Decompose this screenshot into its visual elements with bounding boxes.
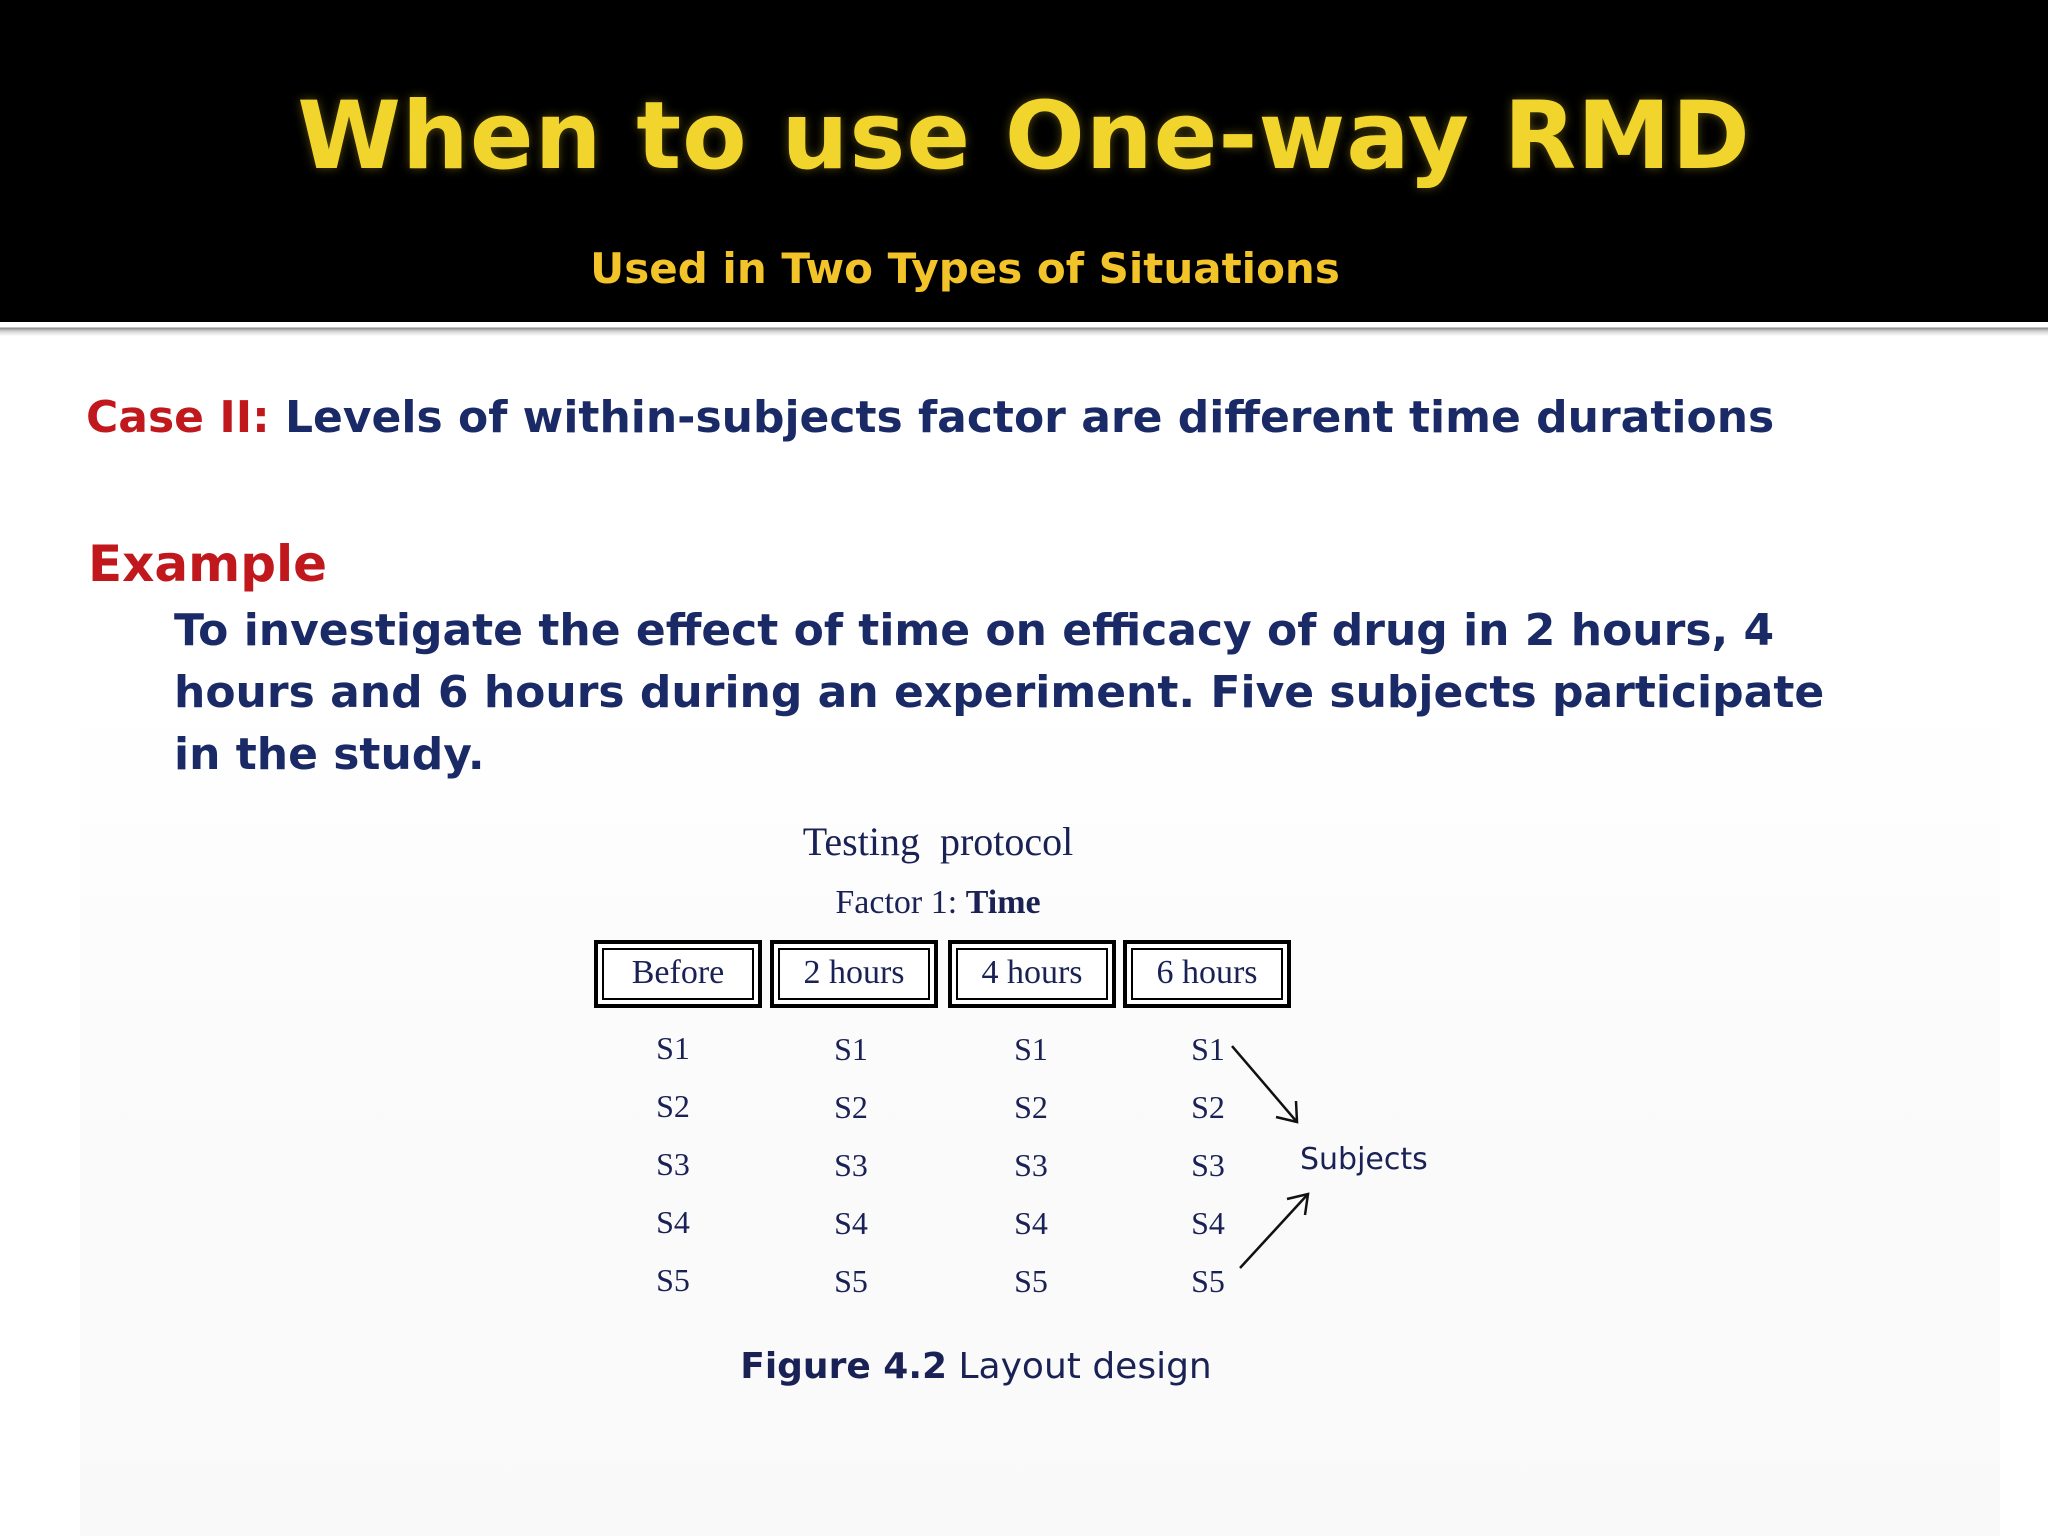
factor-prefix: Factor 1: [835,884,966,921]
case-text: Levels of within-subjects factor are different time durations [285,392,1775,443]
level-label: 2 hours [778,948,930,1000]
subjects-label: Subjects [1300,1142,1428,1177]
figure-caption [0,1346,1952,1387]
subject-label: S1 [1014,1031,1048,1067]
subject-label: S3 [656,1146,690,1182]
subject-label: S4 [656,1204,690,1240]
subject-label: S2 [656,1088,690,1124]
subject-label: S3 [1014,1147,1048,1183]
subject-label: S5 [656,1262,690,1298]
protocol-title: Testing protocol [802,819,1074,864]
level-label: 4 hours [956,948,1108,1000]
factor-name: Time [965,884,1041,921]
subject-label: S2 [1191,1089,1225,1125]
subject-label: S3 [1191,1147,1225,1183]
subject-label: S1 [656,1030,690,1066]
subject-label: S5 [834,1263,868,1299]
arrow-icon [1232,1046,1297,1122]
subject-label: S1 [834,1031,868,1067]
subject-label: S5 [1014,1263,1048,1299]
subject-label: S4 [834,1205,868,1241]
caption-figure-number: Figure 4.2 [740,1346,948,1387]
case-label: Case II: [86,392,270,443]
subject-label: S4 [1191,1205,1225,1241]
level-label: Before [602,948,754,1000]
example-body: To investigate the effect of time on efficacy of drug in 2 hours, 4 hours and 6 hours during an experiment. Five subjects participate in the study. [174,605,1825,780]
subject-label: S2 [834,1089,868,1125]
level-label: 6 hours [1131,948,1283,1000]
slide-title: When to use One-way RMD [297,82,1751,191]
slide-subtitle: Used in Two Types of Situations [590,244,1340,293]
subject-label: S2 [1014,1089,1048,1125]
subject-label: S1 [1191,1031,1225,1067]
subject-label: S5 [1191,1263,1225,1299]
arrow-icon [1240,1194,1308,1268]
subject-label: S3 [834,1147,868,1183]
example-heading: Example [88,535,328,593]
caption-text: Layout design [947,1346,1212,1387]
subject-label: S4 [1014,1205,1048,1241]
